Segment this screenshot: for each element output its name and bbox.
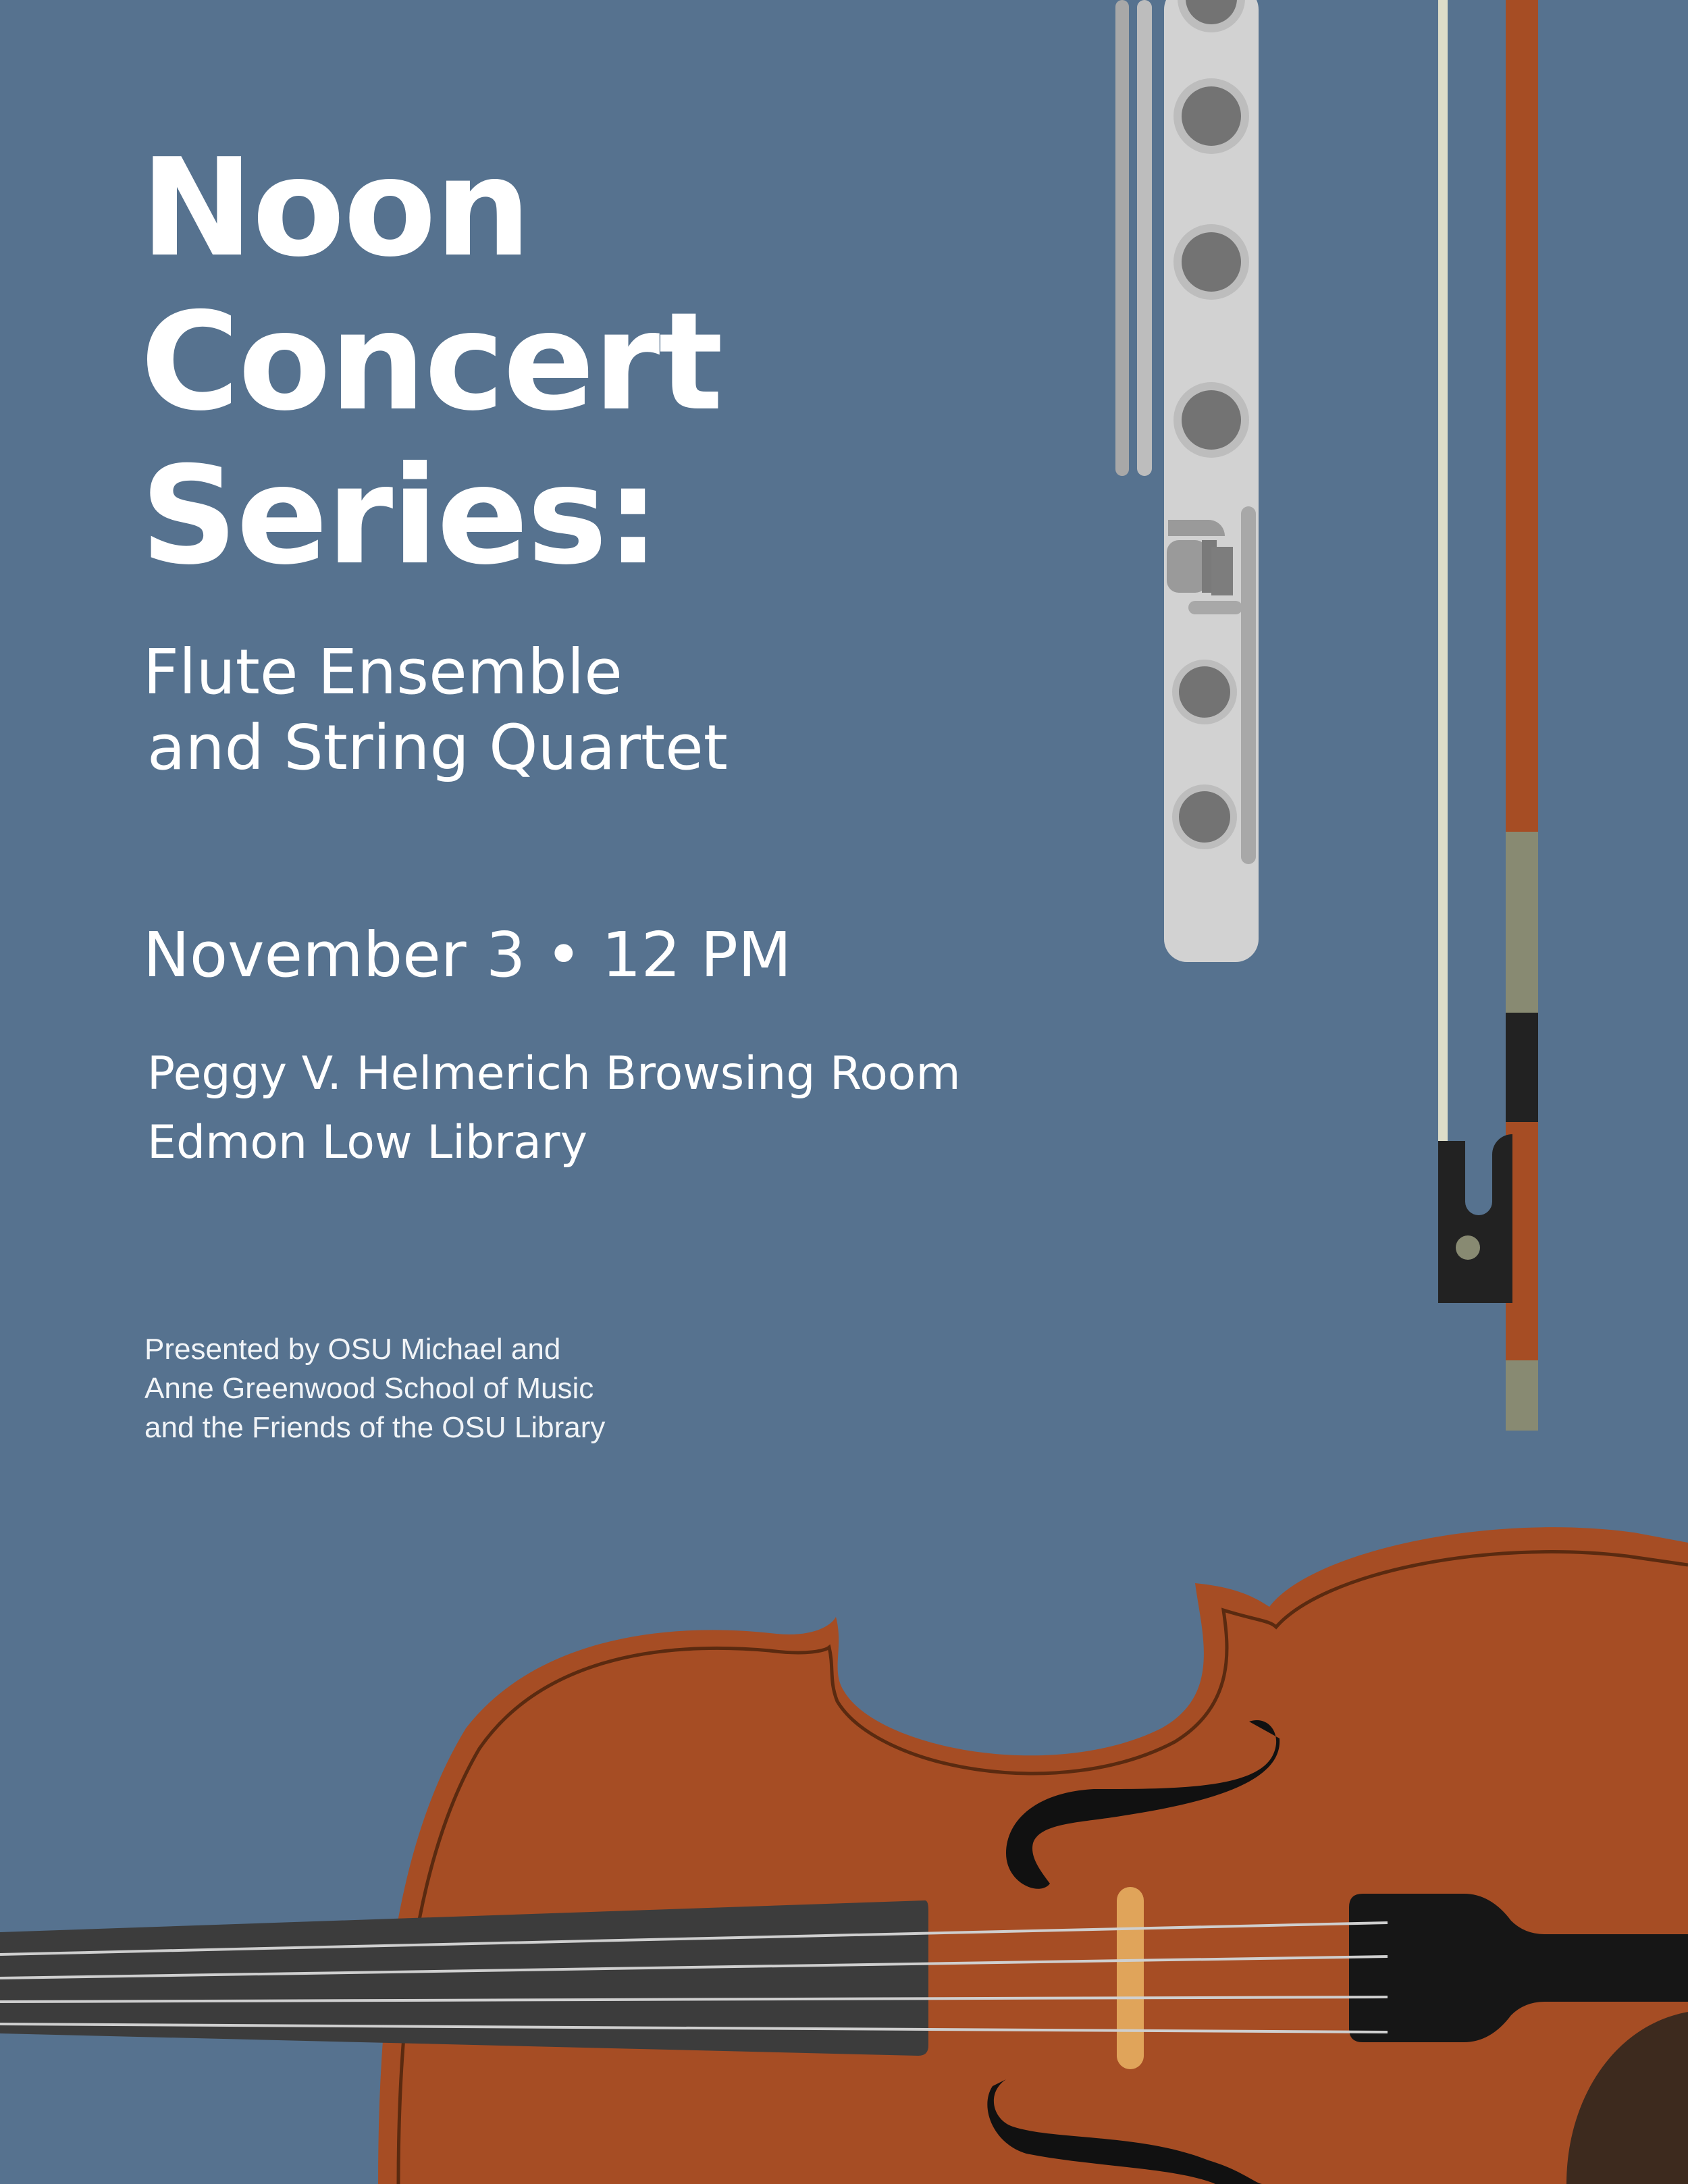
violin-bow-icon bbox=[1438, 0, 1538, 1431]
venue-line: Peggy V. Helmerich Browsing Room bbox=[147, 1047, 961, 1100]
credit-line: Anne Greenwood School of Music bbox=[144, 1372, 594, 1405]
presenter-credit bbox=[144, 1330, 605, 1447]
subtitle-line: Flute Ensemble bbox=[143, 636, 623, 708]
subtitle-line: and String Quartet bbox=[147, 712, 728, 784]
event-venue bbox=[147, 1040, 961, 1177]
poster-title bbox=[140, 132, 722, 593]
credit-line: and the Friends of the OSU Library bbox=[144, 1411, 606, 1444]
title-line: Series: bbox=[140, 437, 659, 595]
poster-subtitle bbox=[143, 635, 728, 786]
flute-icon bbox=[1115, 0, 1259, 962]
event-datetime: November 3 • 12 PM bbox=[143, 919, 792, 991]
title-line: Concert bbox=[140, 284, 722, 441]
credit-line: Presented by OSU Michael and bbox=[144, 1333, 561, 1366]
venue-line: Edmon Low Library bbox=[147, 1116, 587, 1169]
title-line: Noon bbox=[140, 130, 530, 287]
violin-icon bbox=[0, 1527, 1688, 2184]
